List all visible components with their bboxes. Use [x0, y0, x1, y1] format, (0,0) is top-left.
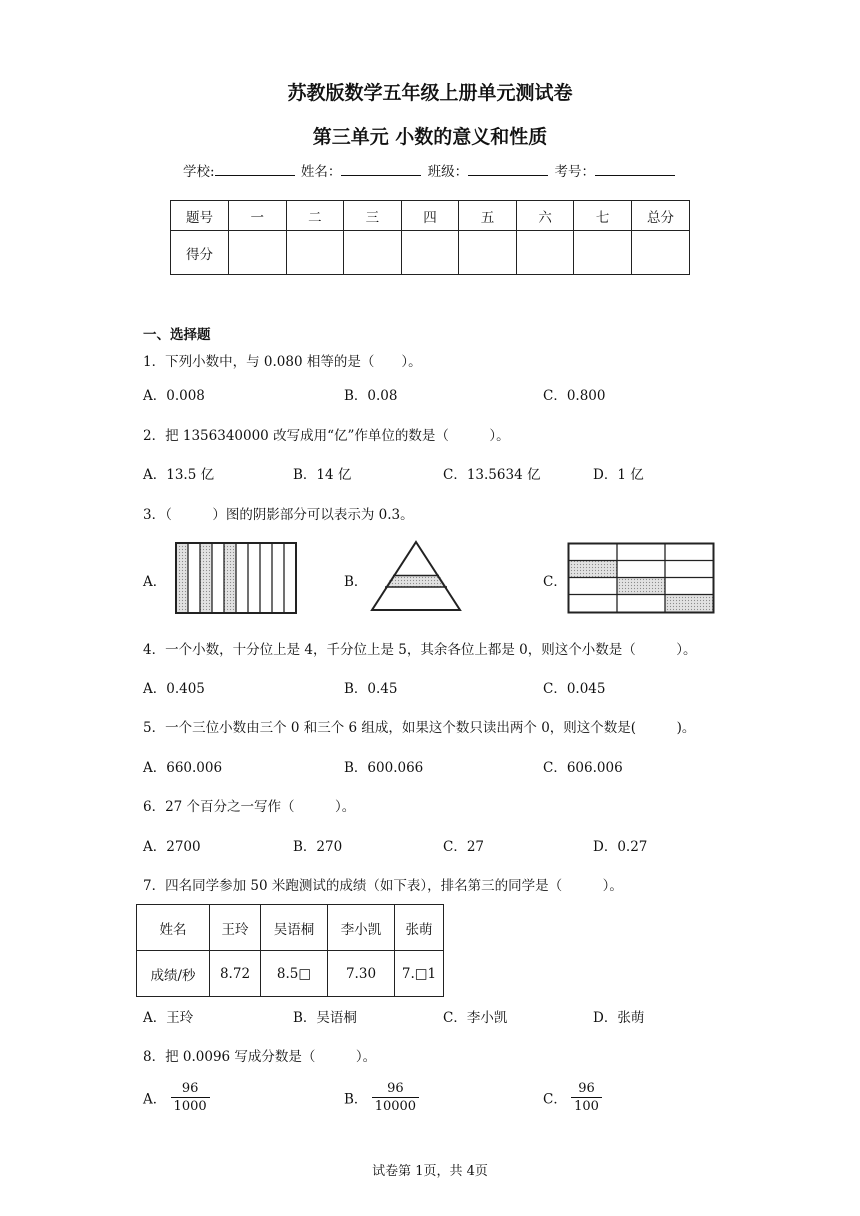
- q5-option-c: C．606.006: [543, 760, 623, 776]
- page-title: 苏教版数学五年级上册单元测试卷: [287, 82, 573, 104]
- score-table: [170, 200, 690, 275]
- run-table-cell: 王玲: [210, 905, 261, 951]
- score-cell: 总分: [631, 201, 689, 231]
- q8-option-a-fraction: [171, 1080, 210, 1115]
- fraction-numerator: 96: [171, 1080, 210, 1098]
- question-1-stem: 1．下列小数中，与 0.080 相等的是（ ）。: [143, 354, 422, 370]
- figure-c-shaded-cell: [665, 594, 713, 612]
- question-5-stem: 5．一个三位小数由三个 0 和三个 6 组成，如果这个数只读出两个 0，则这个数是( )。: [143, 720, 696, 736]
- q4-option-b: B．0.45: [344, 681, 398, 697]
- score-table-score-row: [171, 231, 690, 275]
- score-cell: 三: [344, 201, 402, 231]
- score-cell: 四: [401, 201, 459, 231]
- q6-option-d: D．0.27: [593, 839, 648, 855]
- name-blank: [341, 162, 421, 176]
- q1-option-b: B．0.08: [344, 388, 398, 404]
- fraction-numerator: 96: [372, 1080, 419, 1098]
- score-cell: 一: [229, 201, 287, 231]
- run-table-cell: 8.5□: [261, 951, 328, 997]
- question-7-stem: 7．四名同学参加 50 米跑测试的成绩（如下表），排名第三的同学是（ ）。: [143, 878, 623, 894]
- score-cell: 五: [459, 201, 517, 231]
- score-blank-cell: [516, 231, 574, 275]
- student-info-line: [0, 160, 860, 180]
- run-table-data-row: [137, 951, 444, 997]
- run-table-cell: 7.□1: [395, 951, 444, 997]
- figure-c-grid: [567, 542, 715, 614]
- score-cell: 二: [286, 201, 344, 231]
- name-label: 姓名：: [300, 164, 342, 180]
- page-footer: 试卷第 1页，共 4页: [372, 1164, 488, 1179]
- q5-option-a: A．660.006: [143, 760, 223, 776]
- q2-option-c: C．13.5634 亿: [443, 467, 541, 483]
- score-cell: 七: [574, 201, 632, 231]
- fraction-numerator: 96: [571, 1080, 602, 1098]
- q8-option-a-label: A．: [143, 1091, 167, 1108]
- score-row-label: 得分: [171, 231, 229, 275]
- score-blank-cell: [229, 231, 287, 275]
- class-blank: [468, 162, 548, 176]
- q1-option-c: C．0.800: [543, 388, 606, 404]
- q3-option-a: A．: [143, 574, 167, 590]
- figure-a-shaded-cell: [176, 543, 188, 613]
- figure-a-shaded-cell: [200, 543, 212, 613]
- section-heading: 一、选择题: [143, 327, 211, 343]
- question-4-stem: 4．一个小数，十分位上是 4，千分位上是 5，其余各位上都是 0，则这个小数是（ ）。: [143, 642, 697, 658]
- school-label: 学校:: [183, 164, 215, 180]
- q3-option-b: B．: [344, 574, 368, 590]
- score-blank-cell: [631, 231, 689, 275]
- run-table-cell: 成绩/秒: [137, 951, 210, 997]
- run-results-table: [136, 904, 444, 997]
- q4-option-c: C．0.045: [543, 681, 606, 697]
- score-blank-cell: [574, 231, 632, 275]
- question-6-stem: 6．27 个百分之一写作（ ）。: [143, 799, 356, 815]
- q8-option-a: [143, 1080, 210, 1115]
- score-cell: 六: [516, 201, 574, 231]
- q8-option-c-fraction: [571, 1080, 602, 1115]
- score-table-header-row: [171, 201, 690, 231]
- q2-option-a: A．13.5 亿: [143, 467, 215, 483]
- exam-number-label: 考号：: [554, 164, 595, 180]
- score-blank-cell: [344, 231, 402, 275]
- score-blank-cell: [401, 231, 459, 275]
- q6-option-a: A．2700: [143, 839, 201, 855]
- run-table-cell: 8.72: [210, 951, 261, 997]
- fraction-denominator: 10000: [374, 1099, 417, 1114]
- q8-option-b: [344, 1080, 419, 1115]
- q7-option-c: C．李小凯: [443, 1010, 508, 1026]
- fraction-denominator: 1000: [173, 1099, 207, 1114]
- q1-option-a: A．0.008: [143, 388, 205, 404]
- exam-number-blank: [595, 162, 675, 176]
- q2-option-b: B．14 亿: [293, 467, 352, 483]
- score-blank-cell: [459, 231, 517, 275]
- run-table-cell: 姓名: [137, 905, 210, 951]
- run-table-cell: 吴语桐: [261, 905, 328, 951]
- question-2-stem: 2．把 1356340000 改写成用“亿”作单位的数是（ ）。: [143, 428, 510, 444]
- q5-option-b: B．600.066: [344, 760, 424, 776]
- run-table-cell: 张萌: [395, 905, 444, 951]
- run-table-cell: 李小凯: [328, 905, 395, 951]
- figure-a-tenths-bar: [175, 542, 297, 614]
- q3-option-c: C．: [543, 574, 567, 590]
- class-label: 班级：: [427, 164, 469, 180]
- run-table-cell: 7.30: [328, 951, 395, 997]
- q4-option-a: A．0.405: [143, 681, 205, 697]
- figure-a-shaded-cell: [224, 543, 236, 613]
- q7-option-b: B．吴语桐: [293, 1010, 357, 1026]
- score-blank-cell: [286, 231, 344, 275]
- figure-b-triangle: [370, 540, 462, 612]
- q8-option-b-fraction: [372, 1080, 419, 1115]
- figure-c-shaded-cell: [569, 560, 617, 577]
- q7-option-d: D．张萌: [593, 1010, 645, 1026]
- question-3-stem: 3．（ ）图的阴影部分可以表示为 0.3。: [143, 507, 414, 523]
- question-8-stem: 8．把 0.0096 写成分数是（ ）。: [143, 1049, 377, 1065]
- q6-option-c: C．27: [443, 839, 485, 855]
- q6-option-b: B．270: [293, 839, 343, 855]
- q8-option-c: [543, 1080, 602, 1115]
- q8-option-c-label: C．: [543, 1091, 567, 1108]
- run-table-header-row: [137, 905, 444, 951]
- q2-option-d: D．1 亿: [593, 467, 644, 483]
- q8-option-b-label: B．: [344, 1091, 368, 1108]
- score-cell: 题号: [171, 201, 229, 231]
- q7-option-a: A．王玲: [143, 1010, 194, 1026]
- school-blank: [215, 162, 295, 176]
- page-subtitle: 第三单元 小数的意义和性质: [312, 126, 548, 148]
- figure-c-shaded-cell: [617, 577, 665, 594]
- fraction-denominator: 100: [574, 1099, 599, 1114]
